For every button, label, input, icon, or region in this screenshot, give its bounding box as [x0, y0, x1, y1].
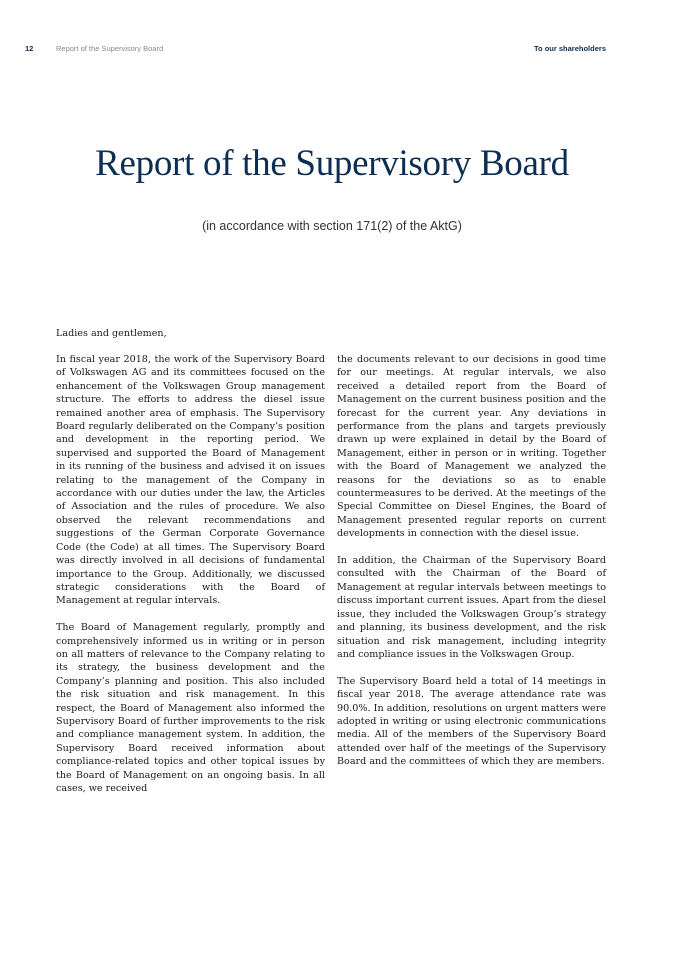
page-title: Report of the Supervisory Board — [95, 143, 569, 184]
body-paragraph: The Board of Management regularly, promptly and comprehensively informed us in writing or in person on all matters of relevance to the Company relating to its strategy, the business development and the Company’s planning and position. This also included the risk situation and risk management. In this respect, the Board of Management also informed the Supervisory Board of further improvements to the risk and compliance management system. In addition, the Supervisory Board received information about compliance-related topics and other topical issues by the Board of Management on an ongoing basis. In all cases, we received — [56, 622, 325, 794]
body-paragraph: In fiscal year 2018, the work of the Supervisory Board of Volkswagen AG and its committees focused on the enhancement of the Volkswagen Group management structure. The efforts to address the diesel issue remained another area of emphasis. The Supervisory Board regularly deliberated on the Company’s position and development in the reporting period. We supervised and supported the Board of Management in its running of the business and advised it on issues relating to the management of the Company in accordance with our duties under the law, the Articles of Association and the rules of procedure. We also observed the relevant recommendations and suggestions of the German Corporate Governance Code (the Code) at all times. The Supervisory Board was directly involved in all decisions of fundamental importance to the Group. Additionally, we discussed strategic considerations with the Board of Management at regular intervals. — [56, 354, 325, 607]
body-paragraph: The Supervisory Board held a total of 14 meetings in fiscal year 2018. The average attendance rate was 90.0%. In addition, resolutions on urgent matters were adopted in writing or using electronic communications media. All of the members of the Supervisory Board attended over half of the meetings of the Supervisory Board and the committees of which they are members. — [337, 675, 606, 768]
text-column-right — [337, 353, 606, 782]
chapter-label: To our shareholders — [534, 44, 606, 53]
text-column-left — [56, 353, 325, 809]
page-subtitle: (in accordance with section 171(2) of the AktG) — [202, 219, 462, 233]
page-header — [0, 44, 679, 56]
running-section-title: Report of the Supervisory Board — [56, 44, 164, 53]
page-number: 12 — [25, 44, 34, 53]
body-paragraph: In addition, the Chairman of the Supervisory Board consulted with the Chairman of the Board of Management at regular intervals between meetings to discuss important current issues. Apart from the diesel issue, they included the Volkswagen Group’s strategy and planning, its business development, and the risk situation and risk management, including integrity and compliance issues in the Volkswagen Group. — [337, 555, 606, 660]
body-paragraph: the documents relevant to our decisions in good time for our meetings. At regular intervals, we also received a detailed report from the Board of Management on the current business position and the forecast for the current year. Any deviations in performance from the plans and targets previously drawn up were explained in detail by the Board of Management, either in person or in writing. Together with the Board of Management we analyzed the reasons for the deviations so as to enable countermeasures to be derived. At the meetings of the Special Committee on Diesel Engines, the Board of Management presented regular reports on current developments in connection with the diesel issue. — [337, 354, 606, 540]
salutation: Ladies and gentlemen, — [56, 328, 167, 339]
